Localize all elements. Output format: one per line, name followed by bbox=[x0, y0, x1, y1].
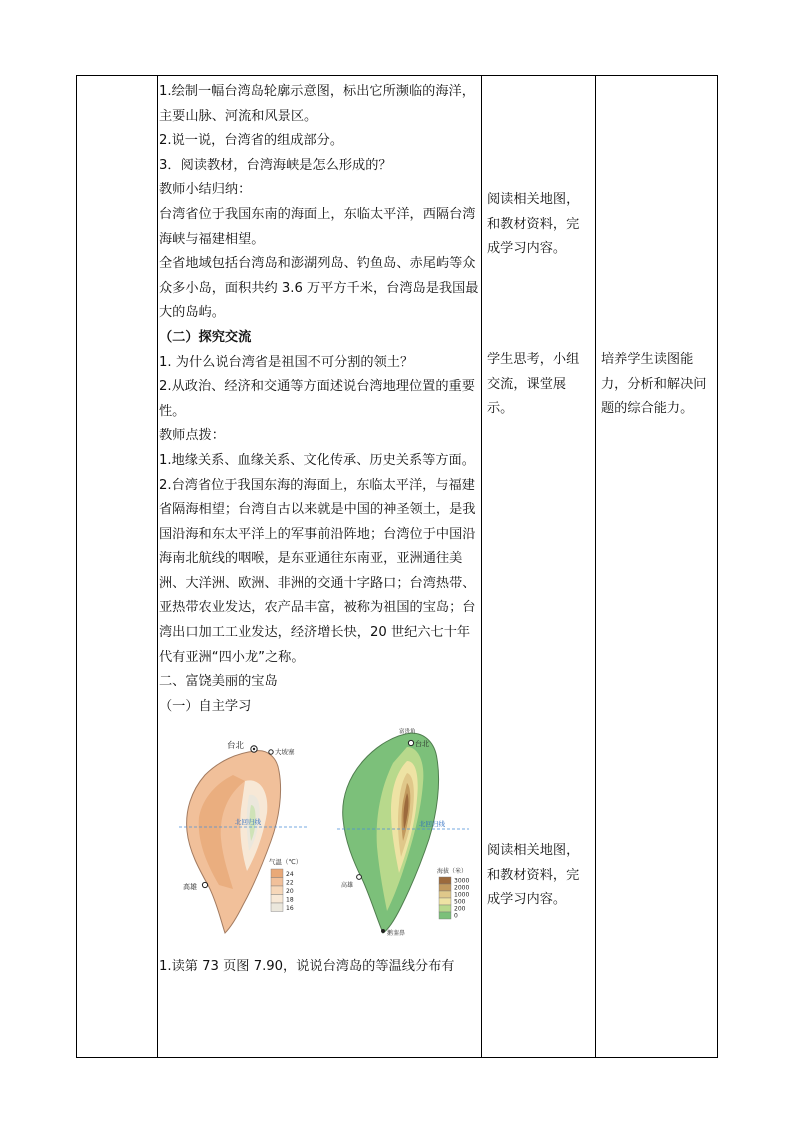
teacher-guide-label: 教师点拨： bbox=[159, 428, 225, 444]
task-2: 2.说一说，台湾省的组成部分。 bbox=[159, 133, 344, 149]
student-activity-3: 阅读相关地图，和教材资料，完成学习内容。 bbox=[487, 843, 580, 908]
section-heading-island: 二、富饶美丽的宝岛 bbox=[159, 674, 278, 690]
legend-swatch bbox=[271, 878, 283, 887]
legend-swatch bbox=[439, 898, 451, 905]
legend-value: 200 bbox=[454, 905, 466, 913]
map-question: 1.读第 73 页图 7.90，说说台湾岛的等温线分布有 bbox=[159, 959, 455, 975]
summary-territory: 全省地域包括台湾岛和澎湖列岛、钓鱼岛、赤尾屿等众众多小岛，面积共约 3.6 万平方千米，台湾岛是我国最大的岛屿。 bbox=[159, 256, 479, 321]
answer-2: 2.台湾省位于我国东海的海面上，东临太平洋，与福建省隔海相望；台湾自古以来就是中国的神圣领土，是我国沿海和东太平洋上的军事前沿阵地；台湾位于中国沿海南北航线的咽喉，是东亚通往东南亚，亚洲通往美洲、大洋洲、欧洲、非洲的交通十字路口；台湾热带、亚热带农业发达，农产品丰富，被称为祖国的宝岛；台湾出口加工工业发达，经济增长快，20 世纪六七十年代有亚洲“四小龙”之称。 bbox=[159, 477, 476, 665]
cape-north: 富贵角 bbox=[399, 729, 416, 736]
city-taipei: 台北 bbox=[227, 741, 245, 752]
legend-value: 22 bbox=[286, 879, 294, 887]
column-divider bbox=[481, 76, 482, 1057]
legend-value: 0 bbox=[454, 912, 458, 920]
elevation-map bbox=[319, 721, 479, 947]
summary-location: 台湾省位于我国东南的海面上，东临太平洋，西隔台湾海峡与福建相望。 bbox=[159, 206, 476, 247]
teacher-summary-label: 教师小结归纳： bbox=[159, 182, 252, 198]
legend-swatch bbox=[271, 895, 283, 904]
legend-swatch bbox=[439, 891, 451, 898]
legend-swatch bbox=[271, 886, 283, 895]
question-2: 2.从政治、经济和交通等方面述说台湾地理位置的重要性。 bbox=[159, 379, 475, 419]
legend-swatch bbox=[439, 884, 451, 891]
legend-swatch bbox=[439, 877, 451, 884]
answer-1: 1.地缘关系、血缘关系、文化传承、历史关系等方面。 bbox=[159, 452, 475, 468]
temperature-legend bbox=[271, 869, 294, 912]
column-divider bbox=[157, 76, 158, 1057]
lesson-table bbox=[76, 75, 718, 1058]
question-1: 1. 为什么说台湾省是祖国不可分割的领土？ bbox=[159, 354, 414, 370]
legend-value: 500 bbox=[454, 898, 466, 906]
legend-swatch bbox=[439, 912, 451, 919]
legend-value: 18 bbox=[286, 896, 294, 904]
legend-value: 1000 bbox=[454, 891, 470, 899]
city-kaohsiung: 高雄 bbox=[341, 882, 354, 890]
teaching-content-column bbox=[159, 80, 479, 980]
place-label: 大坡寨 bbox=[275, 748, 295, 757]
student-activity-2: 学生思考，小组交流，课堂展示。 bbox=[487, 352, 580, 417]
section-heading-explore: （二）探究交流 bbox=[159, 329, 252, 345]
temperature-map bbox=[159, 721, 319, 947]
taiwan-maps-figure bbox=[159, 721, 479, 947]
legend-value: 3000 bbox=[454, 877, 470, 885]
task-1: 1.绘制一幅台湾岛轮廓示意图，标出它所濒临的海洋，主要山脉、河流和风景区。 bbox=[159, 84, 475, 124]
cape-south: 鹅銮鼻 bbox=[387, 930, 406, 938]
city-taipei: 台北 bbox=[415, 740, 429, 749]
design-intent: 培养学生读图能力，分析和解决问题的综合能力。 bbox=[601, 352, 707, 417]
elevation-legend bbox=[439, 877, 469, 920]
column-divider bbox=[595, 76, 596, 1057]
legend-swatch bbox=[439, 905, 451, 912]
legend-title: 气温（℃） bbox=[269, 858, 303, 867]
legend-swatch bbox=[271, 903, 283, 912]
legend-swatch bbox=[271, 869, 283, 878]
legend-title: 海拔（米） bbox=[437, 868, 468, 876]
legend-value: 16 bbox=[286, 905, 294, 913]
student-activity-1: 阅读相关地图，和教材资料，完成学习内容。 bbox=[487, 192, 580, 257]
tropic-label: 北回归线 bbox=[419, 820, 445, 829]
city-kaohsiung: 高雄 bbox=[183, 883, 197, 892]
legend-value: 2000 bbox=[454, 884, 470, 892]
tropic-label: 北回归线 bbox=[235, 818, 261, 827]
legend-value: 20 bbox=[286, 888, 294, 896]
subheading-self-study: （一）自主学习 bbox=[159, 698, 252, 714]
legend-value: 24 bbox=[286, 871, 294, 879]
task-3: 3．阅读教材，台湾海峡是怎么形成的？ bbox=[159, 157, 392, 173]
